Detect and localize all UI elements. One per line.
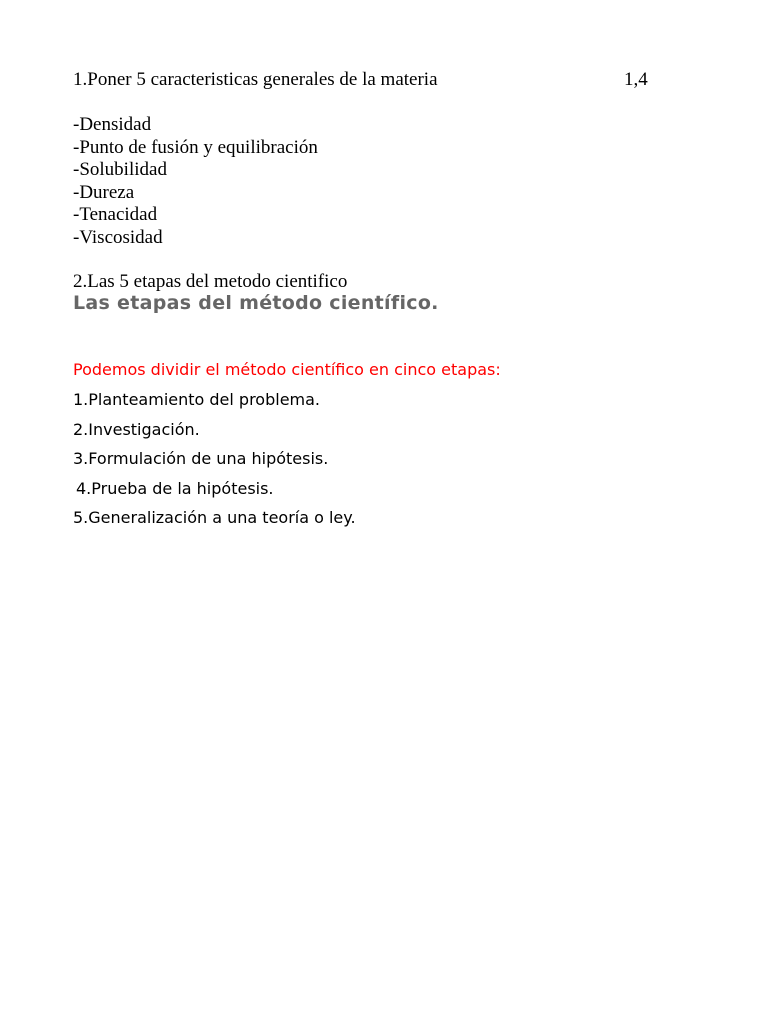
list-item: -Dureza	[73, 181, 135, 203]
question-1-score: 1,4	[624, 69, 648, 90]
list-item: 1.Planteamiento del problema.	[73, 390, 321, 409]
list-item: -Densidad	[73, 114, 152, 135]
list-item: -Punto de fusión y equilibración	[73, 136, 318, 158]
list-item: -Solubilidad	[73, 159, 167, 180]
list-item: 5.Generalización a una teoría o ley.	[73, 508, 356, 528]
list-item: 2.Investigación.	[73, 419, 200, 439]
section-heading: Las etapas del método científico.	[73, 292, 439, 314]
characteristics-list	[73, 114, 318, 249]
question-2-text: 2.Las 5 etapas del metodo cientifico	[73, 271, 348, 292]
list-item: -Tenacidad	[73, 204, 158, 225]
list-item: -Viscosidad	[73, 226, 163, 248]
list-item: 3.Formulación de una hipótesis.	[73, 449, 329, 469]
intro-text: Podemos dividir el método científico en cinco etapas:	[73, 360, 501, 379]
steps-list	[73, 389, 356, 537]
question-1-text: 1.Poner 5 caracteristicas generales de la materia	[73, 69, 438, 90]
list-item: 4.Prueba de la hipótesis.	[76, 478, 274, 498]
